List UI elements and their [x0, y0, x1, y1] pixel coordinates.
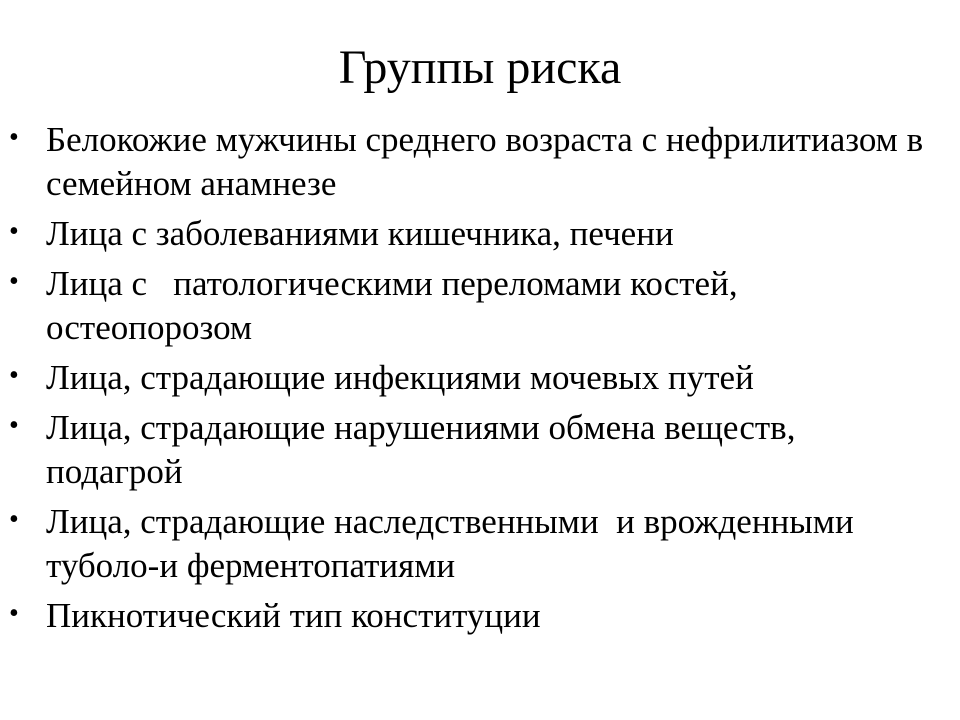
bullet-text: Лица с заболеваниями кишечника, печени [46, 214, 674, 253]
bullet-icon: • [9, 504, 19, 535]
bullet-icon: • [9, 410, 19, 441]
bullet-text: Лица, страдающие инфекциями мочевых путей [46, 358, 754, 397]
list-item [0, 406, 960, 494]
bullet-text: Лица с патологическими переломами костей, остеопорозом [46, 264, 747, 347]
bullet-text: Белокожие мужчины среднего возраста с нефрилитиазом в семейном анамнезе [46, 120, 924, 203]
bullet-list [0, 118, 960, 644]
bullet-icon: • [9, 122, 19, 153]
list-item [0, 262, 960, 350]
list-item [0, 356, 960, 400]
bullet-text: Пикнотический тип конституции [46, 596, 541, 635]
list-item [0, 212, 960, 256]
bullet-icon: • [9, 266, 19, 297]
bullet-text: Лица, страдающие нарушениями обмена веществ, подагрой [46, 408, 796, 491]
bullet-icon: • [9, 216, 19, 247]
list-item [0, 594, 960, 638]
list-item [0, 500, 960, 588]
list-item [0, 118, 960, 206]
slide-title: Группы риска [338, 41, 622, 94]
bullet-icon: • [9, 360, 19, 391]
bullet-text: Лица, страдающие наследственными и врожденными туболо-и ферментопатиями [46, 502, 863, 585]
bullet-icon: • [9, 598, 19, 629]
